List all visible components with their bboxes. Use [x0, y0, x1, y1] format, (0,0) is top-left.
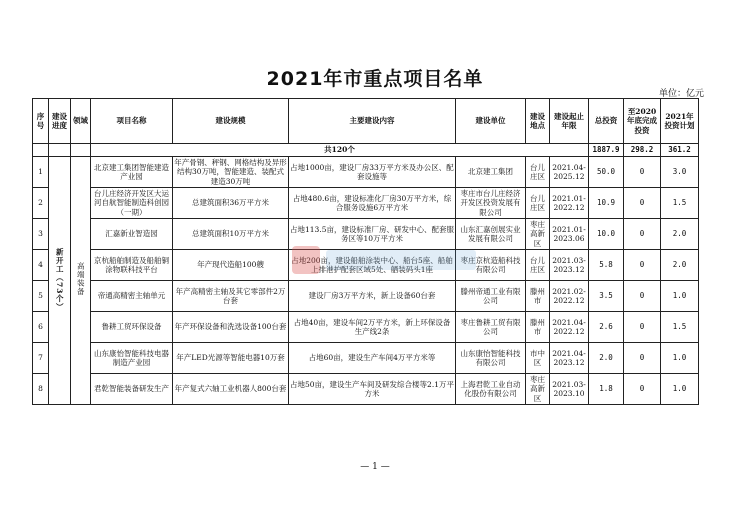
cell-location: 枣庄高新区 [526, 374, 550, 405]
table-row [33, 157, 699, 188]
cell-plan: 1.0 [661, 374, 699, 405]
cell-location: 台儿庄区 [526, 250, 550, 281]
total-plan: 361.2 [661, 144, 699, 157]
cell-total: 10.9 [589, 188, 624, 219]
cell-total: 1.8 [589, 374, 624, 405]
cell-scale: 总建筑面积10万平方米 [173, 219, 289, 250]
cell-project-name: 汇嘉新业智造园 [91, 219, 173, 250]
cell-scale: 年产现代造船100艘 [173, 250, 289, 281]
cell-plan: 1.5 [661, 188, 699, 219]
cell-total: 50.0 [589, 157, 624, 188]
header-unit: 建设单位 [456, 99, 526, 144]
cell-period: 2021.03-2023.12 [550, 250, 589, 281]
cell-completed: 0 [624, 188, 661, 219]
cell-project-name: 君乾智能装备研发生产 [91, 374, 173, 405]
cell-scale: 年产环保设备和洗选设备100台套 [173, 312, 289, 343]
cell-seq: 2 [33, 188, 49, 219]
cell-builder: 北京建工集团 [456, 157, 526, 188]
cell-completed: 0 [624, 374, 661, 405]
cell-builder: 山东汇嘉创展实业发展有限公司 [456, 219, 526, 250]
cell-builder: 枣庄鲁耕工贸有限公司 [456, 312, 526, 343]
cell-scale: 总建筑面积36万平方米 [173, 188, 289, 219]
cell-plan: 1.0 [661, 281, 699, 312]
header-row [33, 99, 699, 144]
cell-completed: 0 [624, 343, 661, 374]
stage-cell [49, 157, 71, 405]
cell-plan: 1.0 [661, 343, 699, 374]
total-row [33, 144, 699, 157]
header-domain: 领域 [71, 99, 91, 144]
cell-content: 占地113.5亩，建设标准厂房、研发中心、配套服务区等10万平方米 [289, 219, 456, 250]
cell-builder: 山东康怡智能科技有限公司 [456, 343, 526, 374]
stage-label: 新开工（73个） [55, 247, 65, 312]
header-content: 主要建设内容 [289, 99, 456, 144]
cell-scale: 年产复式六轴工业机器人800台套 [173, 374, 289, 405]
cell-completed: 0 [624, 312, 661, 343]
cell-total: 10.0 [589, 219, 624, 250]
total-completed: 298.2 [624, 144, 661, 157]
domain-label: 高端装备 [76, 262, 86, 297]
table-row [33, 374, 699, 405]
page-number: — 1 — [360, 462, 390, 472]
cell-project-name: 山东康怡智能科技电器制造产业园 [91, 343, 173, 374]
cell-scale: 年产高精密主轴及其它零部件2万台套 [173, 281, 289, 312]
project-table [32, 98, 699, 405]
cell-location: 台儿庄区 [526, 157, 550, 188]
cell-project-name: 鲁耕工贸环保设备 [91, 312, 173, 343]
cell-completed: 0 [624, 250, 661, 281]
table-row [33, 188, 699, 219]
total-investment: 1887.9 [589, 144, 624, 157]
cell-project-name: 北京建工集团智能建造产业园 [91, 157, 173, 188]
cell-seq: 1 [33, 157, 49, 188]
cell-seq: 5 [33, 281, 49, 312]
cell-builder: 枣庄京杭造船科技有限公司 [456, 250, 526, 281]
cell-location: 市中区 [526, 343, 550, 374]
cell-total: 5.8 [589, 250, 624, 281]
header-scale: 建设规模 [173, 99, 289, 144]
cell-builder: 滕州帝通工业有限公司 [456, 281, 526, 312]
header-stage: 建设进度 [49, 99, 71, 144]
cell-plan: 3.0 [661, 157, 699, 188]
table-row [33, 250, 699, 281]
cell-total: 2.6 [589, 312, 624, 343]
cell-plan: 2.0 [661, 250, 699, 281]
cell-location: 滕州市 [526, 312, 550, 343]
header-period: 建设起止年限 [550, 99, 589, 144]
unit-label: 单位：亿元 [658, 89, 704, 99]
cell-plan: 2.0 [661, 219, 699, 250]
cell-period: 2021.04-2025.12 [550, 157, 589, 188]
cell-content: 占地480.6亩，建设标准化厂房30万平方米，综合服务设施6万平方米 [289, 188, 456, 219]
cell-plan: 1.5 [661, 312, 699, 343]
cell-builder: 上海君乾工业自动化股份有限公司 [456, 374, 526, 405]
cell-content: 占地200亩，建设船舶涂装中心、船台5座、船舶上排港护配套区域5处、舾装码头1座 [289, 250, 456, 281]
header-seq: 序号 [33, 99, 49, 144]
cell-seq: 4 [33, 250, 49, 281]
table-row [33, 312, 699, 343]
header-total: 总投资 [589, 99, 624, 144]
cell-scale: 年产LED光源等智能电器10万套 [173, 343, 289, 374]
cell-seq: 3 [33, 219, 49, 250]
total-label: 共120个 [91, 144, 589, 157]
cell-location: 枣庄高新区 [526, 219, 550, 250]
cell-seq: 8 [33, 374, 49, 405]
cell-location: 滕州市 [526, 281, 550, 312]
cell-seq: 7 [33, 343, 49, 374]
cell-project-name: 台儿庄经济开发区大运河自航智能制造科创园（一期） [91, 188, 173, 219]
cell-content: 占地1000亩，建设厂房33万平方米及办公区、配套设施等 [289, 157, 456, 188]
header-location: 建设地点 [526, 99, 550, 144]
cell-content: 占地40亩，建设车间2万平方米，新上环保设备生产线2条 [289, 312, 456, 343]
table-row [33, 281, 699, 312]
cell-scale: 年产骨钢、秤钢、网格结构及异形结构30万吨，智能建造、装配式建造30万吨 [174, 157, 287, 186]
cell-period: 2021.04-2023.12 [550, 343, 589, 374]
header-plan: 2021年投资计划 [661, 99, 699, 144]
cell-content: 占地60亩，建设生产车间4万平方米等 [289, 343, 456, 374]
cell-period: 2021.03-2023.10 [550, 374, 589, 405]
cell-completed: 0 [624, 219, 661, 250]
cell-period: 2021.04-2022.12 [550, 312, 589, 343]
cell-project-name: 帝通高精密主轴单元 [91, 281, 173, 312]
cell-period: 2021.02-2022.12 [550, 281, 589, 312]
header-name: 项目名称 [91, 99, 173, 144]
cell-seq: 6 [33, 312, 49, 343]
cell-total: 2.0 [589, 343, 624, 374]
header-completed: 至2020年底完成投资 [624, 99, 661, 144]
cell-builder: 枣庄市台儿庄经济开发区投资发展有限公司 [456, 188, 526, 219]
domain-cell [71, 157, 91, 405]
cell-period: 2021.01-2023.06 [550, 219, 589, 250]
cell-content: 建设厂房3万平方米，新上设备60台套 [289, 281, 456, 312]
cell-location: 台儿庄区 [526, 188, 550, 219]
cell-completed: 0 [624, 281, 661, 312]
document-title: 2021年市重点项目名单 [266, 68, 484, 90]
cell-project-name: 京杭船舶制造及船舶铜涂物联科技平台 [91, 250, 173, 281]
cell-content: 占地50亩，建设生产车间及研发综合楼等2.1万平方米 [289, 374, 456, 405]
cell-period: 2021.01-2022.12 [550, 188, 589, 219]
cell-completed: 0 [624, 157, 661, 188]
cell-total: 3.5 [589, 281, 624, 312]
table-row [33, 343, 699, 374]
table-row [33, 219, 699, 250]
